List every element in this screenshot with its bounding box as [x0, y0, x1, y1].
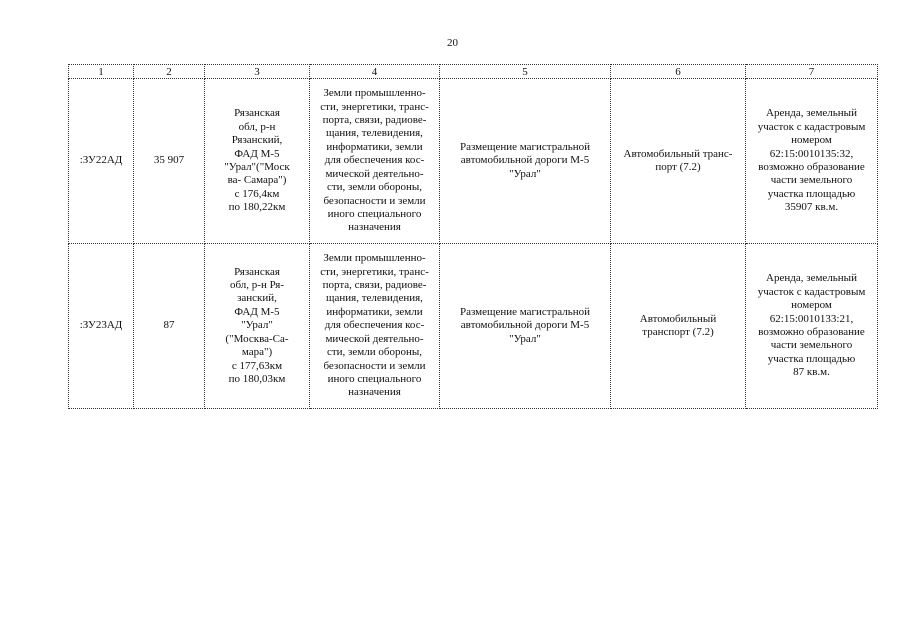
- column-number-1: 1: [69, 65, 134, 79]
- plot-purpose-cell: Размещение магистральной автомобильной дороги М-5 "Урал": [440, 79, 611, 244]
- land-plots-table: [68, 64, 878, 409]
- permitted-use-cell: Автомобильный транс- порт (7.2): [611, 79, 746, 244]
- column-number-4: 4: [310, 65, 440, 79]
- column-number-row: [69, 65, 878, 79]
- plot-area-cell: 87: [134, 244, 205, 409]
- plot-designation-cell: :ЗУ22АД: [69, 79, 134, 244]
- permitted-use-cell: Автомобильный транспорт (7.2): [611, 244, 746, 409]
- plot-purpose-cell: Размещение магистральной автомобильной дороги М-5 "Урал": [440, 244, 611, 409]
- column-number-3: 3: [205, 65, 310, 79]
- plot-location-cell: Рязанская обл, р-н Ря- занский, ФАД М-5 "Урал" ("Москва-Са- мара") с 177,63км по 180,03км: [205, 244, 310, 409]
- table-row: [69, 79, 878, 244]
- column-number-2: 2: [134, 65, 205, 79]
- column-number-6: 6: [611, 65, 746, 79]
- land-category-cell: Земли промышленно- сти, энергетики, транс- порта, связи, радиове- щания, телевидения, информатики, земли для обеспечения кос- мической деятельно- сти, земли обороны, безопасности и земли иного специального назначения: [310, 79, 440, 244]
- plot-area-cell: 35 907: [134, 79, 205, 244]
- column-number-5: 5: [440, 65, 611, 79]
- column-number-7: 7: [746, 65, 878, 79]
- rights-note-cell: Аренда, земельный участок с кадастровым номером 62:15:0010133:21, возможно образование части земельного участка площадью 87 кв.м.: [746, 244, 878, 409]
- plot-designation-cell: :ЗУ23АД: [69, 244, 134, 409]
- land-category-cell: Земли промышленно- сти, энергетики, транс- порта, связи, радиове- щания, телевидения, информатики, земли для обеспечения кос- мической деятельно- сти, земли обороны, безопасности и земли иного специального назначения: [310, 244, 440, 409]
- table-row: [69, 244, 878, 409]
- page-number: 20: [447, 37, 458, 49]
- plot-location-cell: Рязанская обл, р-н Рязанский, ФАД М-5 "Урал"("Моск ва- Самара") с 176,4км по 180,22км: [205, 79, 310, 244]
- rights-note-cell: Аренда, земельный участок с кадастровым номером 62:15:0010135:32, возможно образование части земельного участка площадью 35907 кв.м.: [746, 79, 878, 244]
